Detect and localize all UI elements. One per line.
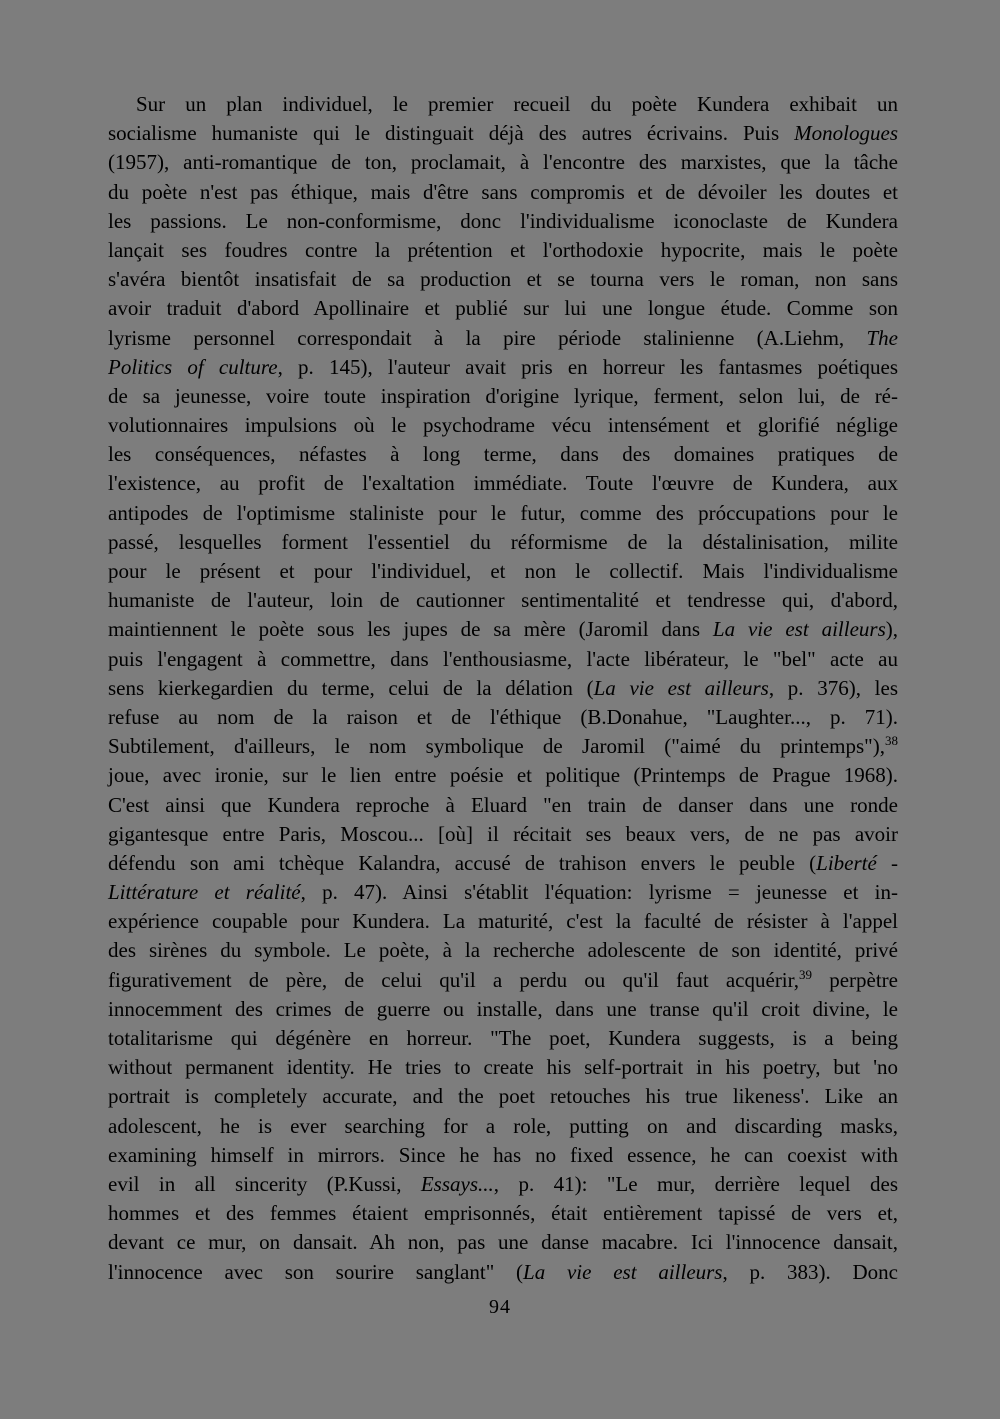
body-text xyxy=(108,90,898,1287)
text-line xyxy=(108,820,898,849)
text-run: défendu son ami tchèque Kalandra, accusé de trahison envers le peuble ( xyxy=(108,850,817,875)
text-run: pour le présent et pour l'individuel, et non le collectif. Mais l'individualisme xyxy=(108,559,898,583)
text-run: l'innocence avec son sourire sanglant" ( xyxy=(108,1259,524,1284)
text-run: , p. 383). Donc xyxy=(722,1259,898,1284)
text-run: maintiennent le poète sous les jupes de sa mère (Jaromil dans xyxy=(108,617,713,642)
text-line xyxy=(108,528,898,557)
text-line xyxy=(108,966,898,995)
text-run: passé, lesquelles forment l'essentiel du réformisme de la déstalinisation, milite xyxy=(108,529,898,554)
text-run: hommes et des femmes étaient emprisonnés, était entièrement tapissé de vers et, xyxy=(108,1201,898,1226)
text-line xyxy=(108,236,898,265)
text-line xyxy=(108,1141,898,1170)
text-line xyxy=(108,294,898,323)
text-run: perpètre xyxy=(812,967,898,992)
footnote-ref: 39 xyxy=(799,966,813,982)
italic-title: Monologues xyxy=(794,121,898,146)
text-run: Sur un plan individuel, le premier recueil du poète Kundera exhibait un xyxy=(136,92,898,116)
text-line xyxy=(108,907,898,936)
text-run: portrait is completely accurate, and the poet retouches his true likeness'. Like an xyxy=(108,1084,898,1109)
footnote-ref: 38 xyxy=(885,733,898,749)
text-line xyxy=(108,878,898,907)
text-run: du poète n'est pas éthique, mais d'être sans compromis et de dévoiler les doutes et xyxy=(108,179,898,204)
text-run: antipodes de l'optimisme staliniste pour le futur, comme des próccupations pour le xyxy=(108,500,898,525)
italic-title: Essays... xyxy=(420,1171,494,1196)
text-run: l'existence, au profit de l'exaltation immédiate. Toute l'œuvre de Kundera, aux xyxy=(108,471,898,496)
text-run: , p. 145), l'auteur avait pris en horreur les fantasmes poétiques xyxy=(277,354,898,379)
italic-title: Politics of culture xyxy=(108,354,278,379)
page-number: 94 xyxy=(489,1296,511,1318)
text-line xyxy=(108,207,898,236)
text-line xyxy=(108,411,898,440)
italic-title: The xyxy=(866,325,898,350)
italic-title: Littérature et réalité xyxy=(108,880,301,905)
text-run: refuse au nom de la raison et de l'éthique (B.Donahue, "Laughter..., p. 71). xyxy=(108,704,898,729)
text-run: C'est ainsi que Kundera reproche à Eluard "en train de danser dans une ronde xyxy=(108,792,898,817)
text-run: expérience coupable pour Kundera. La maturité, c'est la faculté de résister à l'appel xyxy=(108,909,898,934)
text-line xyxy=(108,1053,898,1082)
italic-title: La vie est ailleurs xyxy=(712,617,886,642)
text-run: innocemment des crimes de guerre ou installe, dans une transe qu'il croit divine, le xyxy=(108,996,898,1021)
text-line xyxy=(108,586,898,615)
text-run: humaniste de l'auteur, loin de cautionner sentimentalité et tendresse qui, d'abord, xyxy=(108,588,898,613)
text-run: lançait ses foudres contre la prétention et l'orthodoxie hypocrite, mais le poète xyxy=(108,237,898,262)
text-line xyxy=(108,265,898,294)
text-run: les passions. Le non-conformisme, donc l'individualisme iconoclaste de Kundera xyxy=(108,208,898,233)
text-run: lyrisme personnel correspondait à la pire période stalinienne (A.Liehm, xyxy=(108,325,867,350)
text-run: adolescent, he is ever searching for a role, putting on and discarding masks, xyxy=(108,1113,898,1138)
text-line xyxy=(108,557,898,586)
text-run: joue, avec ironie, sur le lien entre poésie et politique (Printemps de Prague 1968). xyxy=(108,763,898,788)
text-run: examining himself in mirrors. Since he has no fixed essence, he can coexist with xyxy=(108,1142,898,1167)
text-run: without permanent identity. He tries to create his self-portrait in his poetry, but 'no xyxy=(108,1055,898,1080)
text-line xyxy=(108,90,898,119)
italic-title: La vie est ailleurs xyxy=(593,675,769,700)
text-line xyxy=(108,615,898,644)
text-line xyxy=(108,791,898,820)
italic-title: La vie est ailleurs xyxy=(523,1259,723,1284)
text-run: Subtilement, d'ailleurs, le nom symbolique de Jaromil ("aimé du printemps"), xyxy=(108,734,885,759)
text-line xyxy=(108,645,898,674)
text-run: socialisme humaniste qui le distinguait déjà des autres écrivains. Puis xyxy=(108,121,795,146)
text-line xyxy=(108,499,898,528)
text-line xyxy=(108,1024,898,1053)
text-line xyxy=(108,469,898,498)
italic-title: Liberté xyxy=(816,850,877,875)
text-line xyxy=(108,119,898,148)
text-run: totalitarisme qui dégénère en horreur. "The poet, Kundera suggests, is a being xyxy=(108,1026,898,1050)
text-run: devant ce mur, on dansait. Ah non, pas une danse macabre. Ici l'innocence dansait, xyxy=(108,1230,898,1255)
text-run: , p. 41): "Le mur, derrière lequel des xyxy=(493,1171,898,1196)
text-line xyxy=(108,440,898,469)
text-line xyxy=(108,674,898,703)
text-line xyxy=(108,324,898,353)
text-line xyxy=(108,703,898,732)
text-run: des sirènes du symbole. Le poète, à la recherche adolescente de son identité, privé xyxy=(108,938,898,963)
text-run: de sa jeunesse, voire toute inspiration d'origine lyrique, ferment, selon lui, de ré- xyxy=(108,383,898,408)
text-run: , p. 376), les xyxy=(768,675,898,700)
text-run: avoir traduit d'abord Apollinaire et publié sur lui une longue étude. Comme son xyxy=(108,296,898,321)
text-line xyxy=(108,1082,898,1111)
text-line xyxy=(108,849,898,878)
text-run: puis l'engagent à commettre, dans l'enthousiasme, l'acte libérateur, le "bel" acte au xyxy=(108,646,898,671)
text-line xyxy=(108,148,898,177)
text-line xyxy=(108,936,898,965)
text-line xyxy=(108,382,898,411)
text-run: (1957), anti-romantique de ton, proclamait, à l'encontre des marxistes, que la tâche xyxy=(108,150,898,175)
text-run: , p. 47). Ainsi s'établit l'équation: lyrisme = jeunesse et in- xyxy=(300,880,898,905)
text-run: sens kierkegardien du terme, celui de la délation ( xyxy=(108,675,594,700)
text-run: les conséquences, néfastes à long terme, dans des domaines pratiques de xyxy=(108,442,898,467)
text-line xyxy=(108,1170,898,1199)
text-run: figurativement de père, de celui qu'il a perdu ou qu'il faut acquérir, xyxy=(108,967,800,992)
text-line xyxy=(108,1112,898,1141)
text-line xyxy=(108,732,898,761)
text-run: gigantesque entre Paris, Moscou... [où] il récitait ses beaux vers, de ne pas avoir xyxy=(108,821,898,846)
text-line xyxy=(108,178,898,207)
text-run: s'avéra bientôt insatisfait de sa production et se tourna vers le roman, non sans xyxy=(108,267,898,292)
text-run: ), xyxy=(885,617,899,642)
text-line xyxy=(108,995,898,1024)
text-run: - xyxy=(876,850,898,875)
text-run: volutionnaires impulsions où le psychodrame vécu intensément et glorifié néglige xyxy=(108,413,898,438)
text-line xyxy=(108,761,898,790)
text-line xyxy=(108,1258,898,1287)
text-line xyxy=(108,353,898,382)
text-line xyxy=(108,1199,898,1228)
text-line xyxy=(108,1228,898,1257)
text-run: evil in all sincerity (P.Kussi, xyxy=(108,1171,421,1196)
